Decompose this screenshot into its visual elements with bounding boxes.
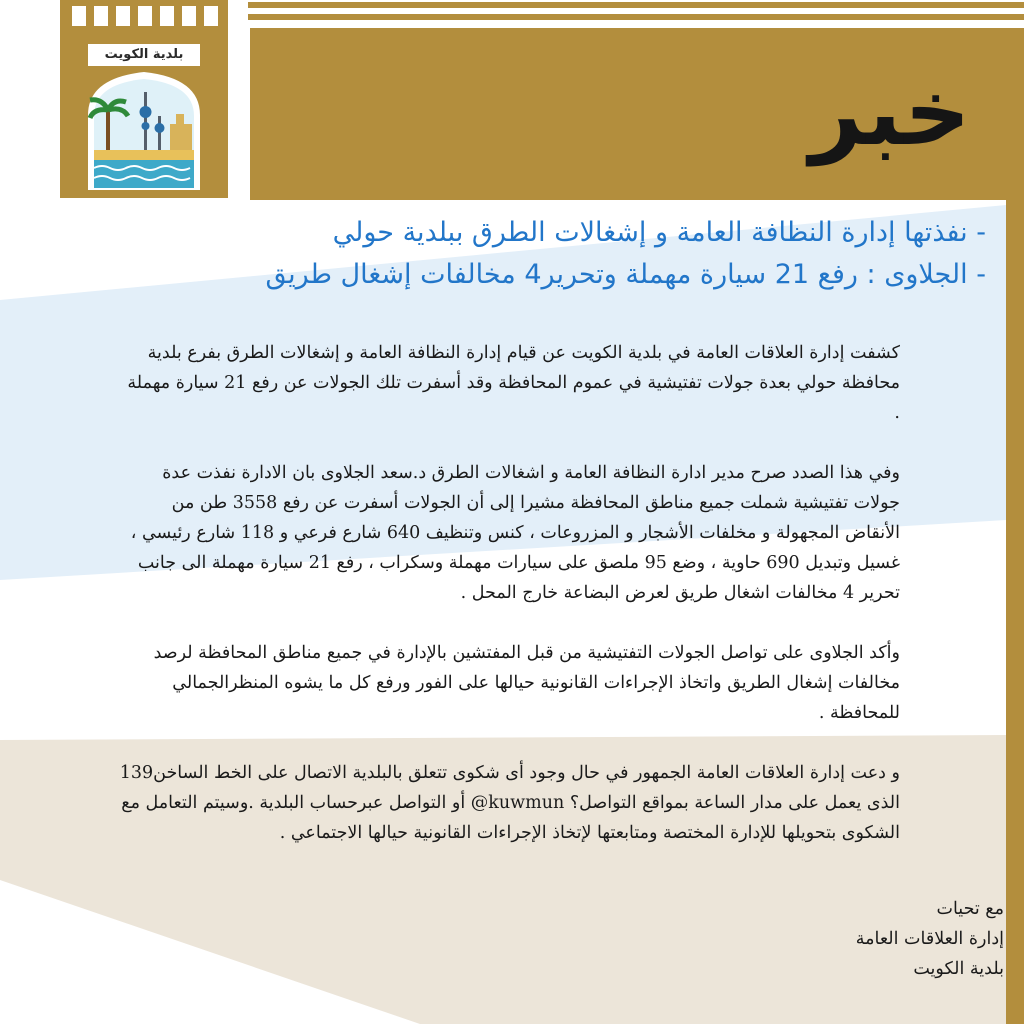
signoff-line-2: إدارة العلاقات العامة (855, 929, 1004, 949)
right-gold-bar (1006, 28, 1024, 1024)
paragraph-4: و دعت إدارة العلاقات العامة الجمهور في حال وجود أى شكوى تتعلق بالبلدية الاتصال على الخط الساخن139 الذى يعمل على مدار الساعة بمواقع التواصل؟ kuwmun@ أو التواصل عبرحساب البلدية .وسيتم التعامل مع الشكوى بتحويلها للإدارة المختصة ومتابعتها لإتخاذ الإجراءات القانونية حيالها الاجتماعي . (119, 763, 900, 843)
signoff-line-3: بلدية الكويت (913, 959, 1004, 979)
top-gold-line-1 (248, 2, 1024, 8)
paragraph-3: وأكد الجلاوى على تواصل الجولات التفتيشية من قبل المفتشين بالإدارة في جميع مناطق المحافظة لرصد مخالفات إشغال الطريق واتخاذ الإجراءات القانونية حيالها على الفور ورفع كل ما يشوه المنظرالجمالي للمحافظة . (153, 643, 900, 723)
kuwait-municipality-logo (60, 0, 228, 198)
article-body (118, 338, 900, 878)
paragraph-1: كشفت إدارة العلاقات العامة في بلدية الكويت عن قيام إدارة النظافة العامة و إشغالات الطرق بفرع بلدية محافظة حولي بعدة جولات تفتيشية في عموم المحافظة وقد أسفرت تلك الجولات عن رفع 21 سيارة مهملة . (127, 343, 900, 423)
page-title: خبر (809, 59, 971, 166)
signoff (684, 894, 1004, 984)
signoff-line-1: مع تحيات (936, 899, 1004, 919)
headlines (166, 212, 986, 296)
kuwait-municipality-emblem-icon (60, 0, 228, 198)
paragraph-2: وفي هذا الصدد صرح مدير ادارة النظافة العامة و اشغالات الطرق د.سعد الجلاوى بان الادارة نفذت عدة جولات تفتيشية شملت جميع مناطق المحافظة مشيرا إلى أن الجولات أسفرت عن رفع 3558 طن من الأنقاض المجهولة و مخلفات الأشجار و المزروعات ، كنس وتنظيف 640 شارع فرعي و 118 شارع رئيسي ، غسيل وتبديل 690 حاوية ، وضع 95 ملصق على سيارات مهملة وسكراب ، رفع 21 سيارة مهملة الى جانب تحرير 4 مخالفات اشغال طريق لعرض البضاعة خارج المحل . (130, 463, 900, 603)
top-gold-line-2 (248, 14, 1024, 20)
headline-1: - نفذتها إدارة النظافة العامة و إشغالات الطرق ببلدية حولي (332, 217, 986, 248)
logo-name: بلدية الكويت (88, 44, 200, 66)
headline-2: - الجلاوى : رفع 21 سيارة مهملة وتحرير4 مخالفات إشغال طريق (265, 259, 986, 290)
